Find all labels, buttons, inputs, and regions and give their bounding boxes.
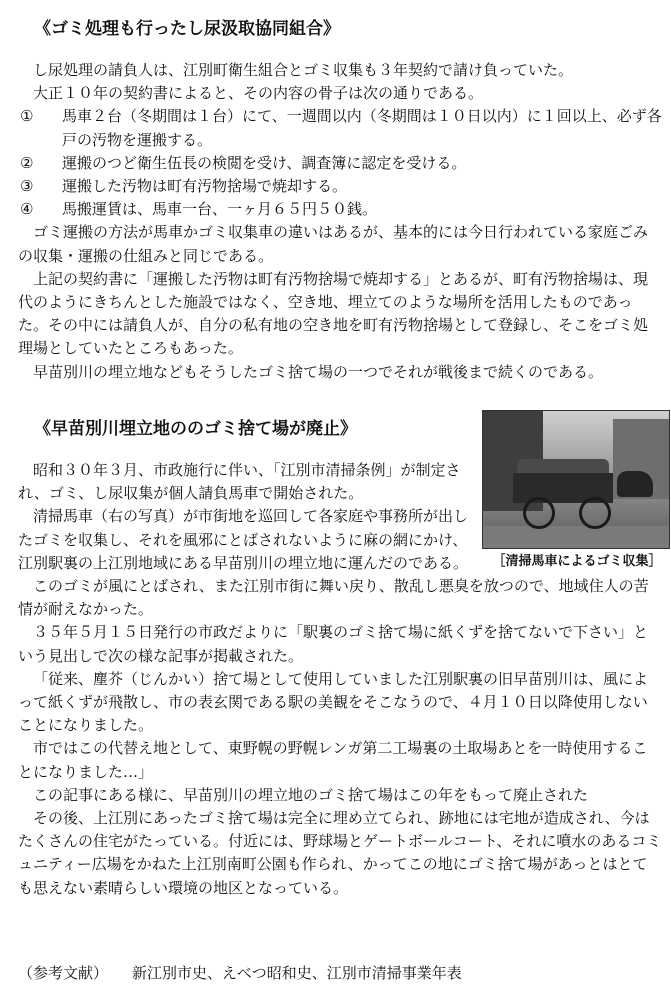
paragraph: し尿処理の請負人は、江別町衛生組合とゴミ収集も３年契約で請け負っていた。 <box>33 61 574 79</box>
list-item <box>18 152 662 175</box>
list-number: ④ <box>20 200 34 219</box>
quote-paragraph: 「従来、塵芥（じんかい）捨て場として使用していました江別駅裏の旧早苗別川は、風によって紙くずが飛散し、市の表玄関である駅の美観をそこなうので、４月１０日以降使用しないことになりました。 <box>18 669 649 735</box>
section2-heading: 《早苗別川埋立地ののゴミ捨て場が廃止》 <box>34 419 357 439</box>
paragraph: このゴミが風にとばされ、また江別市街に舞い戻り、散乱し悪臭を放つので、地域住人の苦情が耐えなかった。 <box>18 577 649 619</box>
list-text: 運搬のつど衛生伍長の検閲を受け、調査簿に認定を受ける。 <box>62 153 467 172</box>
section2-body <box>18 459 662 900</box>
section1-body <box>18 59 662 384</box>
list-number: ③ <box>20 177 34 196</box>
list-text: 運搬した汚物は町有汚物捨場で焼却する。 <box>62 177 348 196</box>
references-label: （参考文献） <box>18 964 109 982</box>
quote-paragraph: 市ではこの代替え地として、東野幌の野幌レンガ第二工場裏の土取場あとを一時使用することになりました…」 <box>18 739 648 781</box>
list-number: ① <box>20 107 34 126</box>
wrapped-text <box>18 459 470 575</box>
paragraph: ゴミ運搬の方法が馬車かゴミ収集車の違いはあるが、基本的には今日行われている家庭ごみの収集・運搬の仕組みと同じである。 <box>18 223 649 265</box>
paragraph: ３５年５月１５日発行の市政だよりに「駅裏のゴミ捨て場に紙くずを捨てないで下さい」という見出しで次の様な記事が掲載された。 <box>18 623 649 665</box>
paragraph: 昭和３０年３月、市政施行に伴い、「江別市清掃条例」が制定され、ゴミ、し尿収集が個人請負馬車で開始された。 <box>18 461 461 503</box>
paragraph: この記事にある様に、早苗別川の埋立地のゴミ捨て場はこの年をもって廃止された <box>33 785 589 804</box>
paragraph: 清掃馬車（右の写真）が市街地を巡回して各家庭や事務所が出したゴミを収集し、それを風邪にとばされないように麻の網にかけ、江別駅裏の上江別地域にある早苗別川の埋立地に運んだのである。 <box>18 507 469 572</box>
list-item <box>18 105 662 151</box>
references <box>18 962 462 985</box>
list-text: 馬車２台（冬期間は１台）にて、一週間以内（冬期間は１０日以内）に１回以上、必ず各戸の汚物を運搬する。 <box>62 107 662 149</box>
paragraph: 早苗別川の埋立地などもそうしたゴミ捨て場の一つでそれが戦後まで続くのである。 <box>33 362 604 381</box>
paragraph: その後、上江別にあったゴミ捨て場は完全に埋め立てられ、跡地には宅地が造成され、今はたくさんの住宅がたっている。付近には、野球場とゲートボールコート、それに噴水のあるコミュニティー広場をかねた上江別南町公園も作られ、かってこの地にゴミ捨て場があっとはとても思えない素晴らしい環境の地区となっている。 <box>18 809 662 897</box>
list-text: 馬搬運賃は、馬車一台、一ヶ月６５円５０銭。 <box>62 200 378 219</box>
list-item <box>18 198 662 221</box>
section1-heading: 《ゴミ処理も行ったし尿汲取協同組合》 <box>34 19 340 39</box>
list-number: ② <box>20 153 34 172</box>
paragraph: 上記の契約書に「運搬した汚物は町有汚物捨場で焼却する」とあるが、町有汚物捨場は、現代のようにきちんとした施設ではなく、空き地、埋立てのような場所を活用したものであった。その中には請負人が、自分の私有地の空き地を町有汚物捨場として登録し、そこをゴミ処理場としていたところもあった。 <box>18 269 649 358</box>
paragraph: 大正１０年の契約書によると、その内容の骨子は次の通りである。 <box>33 84 484 103</box>
photo-caption: ［清掃馬車によるゴミ収集］ <box>492 554 662 569</box>
references-text: 新江別市史、えべつ昭和史、江別市清掃事業年表 <box>132 964 462 982</box>
list-item <box>18 175 662 198</box>
contract-list <box>18 105 662 221</box>
